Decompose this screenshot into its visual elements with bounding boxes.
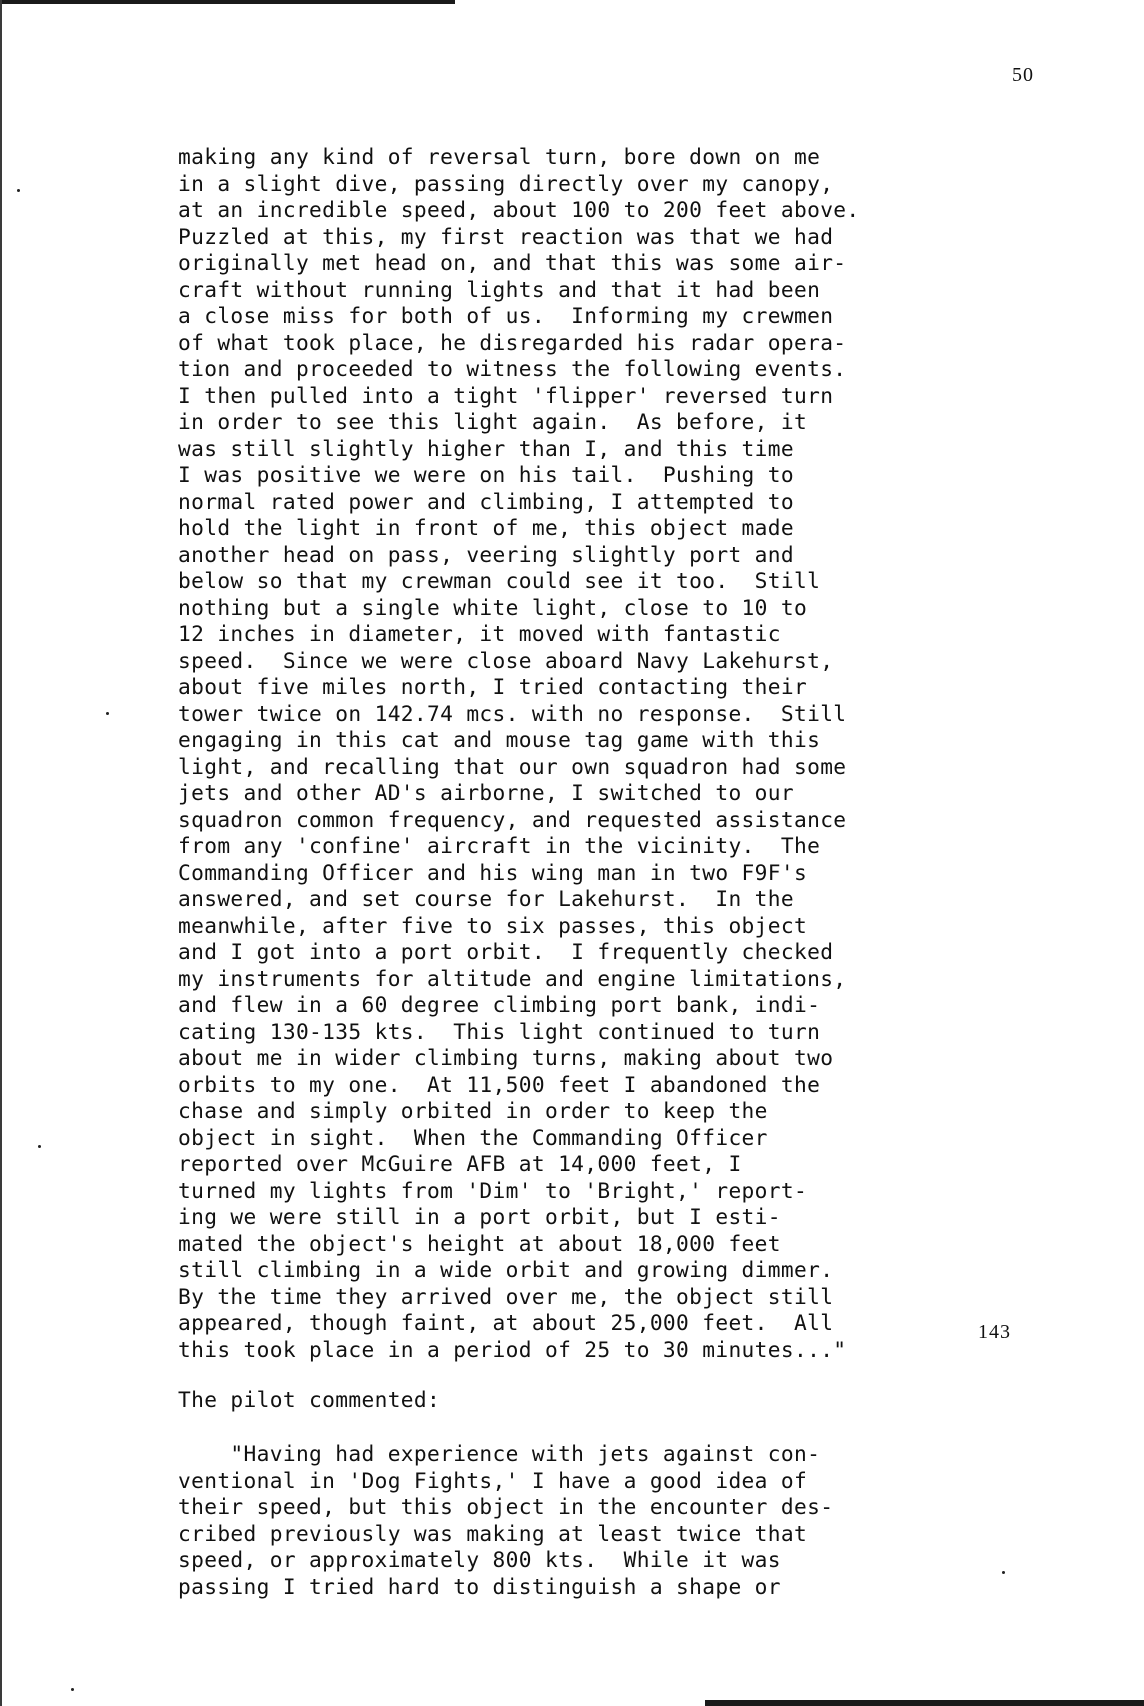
- text-line: speed, or approximately 800 kts. While it was: [178, 1547, 781, 1572]
- text-line: craft without running lights and that it had been: [178, 276, 821, 302]
- text-line: reported over McGuire AFB at 14,000 feet, I: [178, 1151, 742, 1176]
- text-line: my instruments for altitude and engine limitations,: [178, 965, 847, 991]
- text-line: light, and recalling that our own squadron had some: [178, 753, 847, 779]
- text-line: ventional in 'Dog Fights,' I have a good idea of: [178, 1467, 808, 1493]
- text-line: in a slight dive, passing directly over my canopy,: [178, 170, 834, 196]
- text-line: turned my lights from 'Dim' to 'Bright,' report-: [178, 1177, 808, 1203]
- text-line: from any 'confine' aircraft in the vicinity. The: [178, 833, 821, 858]
- text-line: about me in wider climbing turns, making about two: [178, 1045, 834, 1070]
- text-line: a close miss for both of us. Informing my crewmen: [178, 303, 834, 328]
- quote-paragraph: [178, 1441, 1058, 1600]
- text-line: cating 130-135 kts. This light continued to turn: [178, 1018, 821, 1044]
- footnote-reference: 143: [978, 1321, 1011, 1343]
- text-line: at an incredible speed, about 100 to 200 feet above.: [178, 197, 860, 222]
- scan-edge-bottom: [705, 1700, 1144, 1706]
- text-line: 12 inches in diameter, it moved with fantastic: [178, 621, 781, 646]
- scan-speck: [38, 1145, 41, 1148]
- text-line: hold the light in front of me, this object made: [178, 515, 794, 540]
- scan-edge-left: [0, 0, 2, 1706]
- text-line: Puzzled at this, my first reaction was that we had: [178, 223, 834, 249]
- text-line: speed. Since we were close aboard Navy Lakehurst,: [178, 647, 834, 673]
- text-line: and I got into a port orbit. I frequently checked: [178, 939, 834, 964]
- text-line: I then pulled into a tight 'flipper' reversed turn: [178, 382, 834, 408]
- text-line: "Having had experience with jets against con-: [178, 1441, 821, 1466]
- text-line: ing we were still in a port orbit, but I esti-: [178, 1204, 781, 1229]
- text-line: in order to see this light again. As before, it: [178, 409, 808, 434]
- text-line: another head on pass, veering slightly port and: [178, 541, 794, 567]
- text-line: below so that my crewman could see it too. Still: [178, 568, 821, 593]
- text-line: originally met head on, and that this was some air-: [178, 250, 847, 275]
- text-line: their speed, but this object in the encounter des-: [178, 1494, 834, 1519]
- text-line: chase and simply orbited in order to keep the: [178, 1098, 768, 1123]
- text-line: jets and other AD's airborne, I switched to our: [178, 780, 794, 805]
- text-line: was still slightly higher than I, and this time: [178, 435, 794, 461]
- text-line: meanwhile, after five to six passes, this object: [178, 912, 808, 938]
- text-line: cribed previously was making at least twice that: [178, 1520, 808, 1546]
- text-line: appeared, though faint, at about 25,000 feet. All: [178, 1310, 834, 1335]
- text-line: Commanding Officer and his wing man in two F9F's: [178, 859, 808, 885]
- text-line: By the time they arrived over me, the object still: [178, 1283, 834, 1309]
- text-line: squadron common frequency, and requested assistance: [178, 806, 847, 832]
- text-line: mated the object's height at about 18,000 feet: [178, 1230, 781, 1256]
- page-number: 50: [1012, 64, 1034, 86]
- text-line: still climbing in a wide orbit and growing dimmer.: [178, 1257, 834, 1282]
- text-line: and flew in a 60 degree climbing port bank, indi-: [178, 992, 821, 1017]
- text-line: nothing but a single white light, close to 10 to: [178, 594, 808, 620]
- body-paragraph: [178, 144, 1058, 1363]
- text-line: making any kind of reversal turn, bore down on me: [178, 144, 821, 169]
- text-line: object in sight. When the Commanding Officer: [178, 1124, 768, 1150]
- text-line: engaging in this cat and mouse tag game with this: [178, 727, 821, 752]
- scan-edge-top: [0, 0, 455, 4]
- text-line: passing I tried hard to distinguish a shape or: [178, 1573, 781, 1599]
- text-line: answered, and set course for Lakehurst. In the: [178, 886, 794, 911]
- text-line: of what took place, he disregarded his radar opera-: [178, 329, 847, 355]
- scan-speck: [71, 1688, 74, 1691]
- scan-speck: [17, 189, 20, 192]
- text-line: normal rated power and climbing, I attempted to: [178, 488, 794, 514]
- text-line: tion and proceeded to witness the following events.: [178, 356, 847, 381]
- text-line: about five miles north, I tried contacting their: [178, 674, 808, 699]
- text-line: tower twice on 142.74 mcs. with no response. Still: [178, 700, 847, 726]
- text-line: this took place in a period of 25 to 30 minutes...": [178, 1336, 847, 1362]
- section-heading: The pilot commented:: [178, 1387, 441, 1412]
- scan-speck: [106, 712, 109, 715]
- text-line: I was positive we were on his tail. Pushing to: [178, 462, 794, 487]
- text-line: orbits to my one. At 11,500 feet I abandoned the: [178, 1071, 821, 1097]
